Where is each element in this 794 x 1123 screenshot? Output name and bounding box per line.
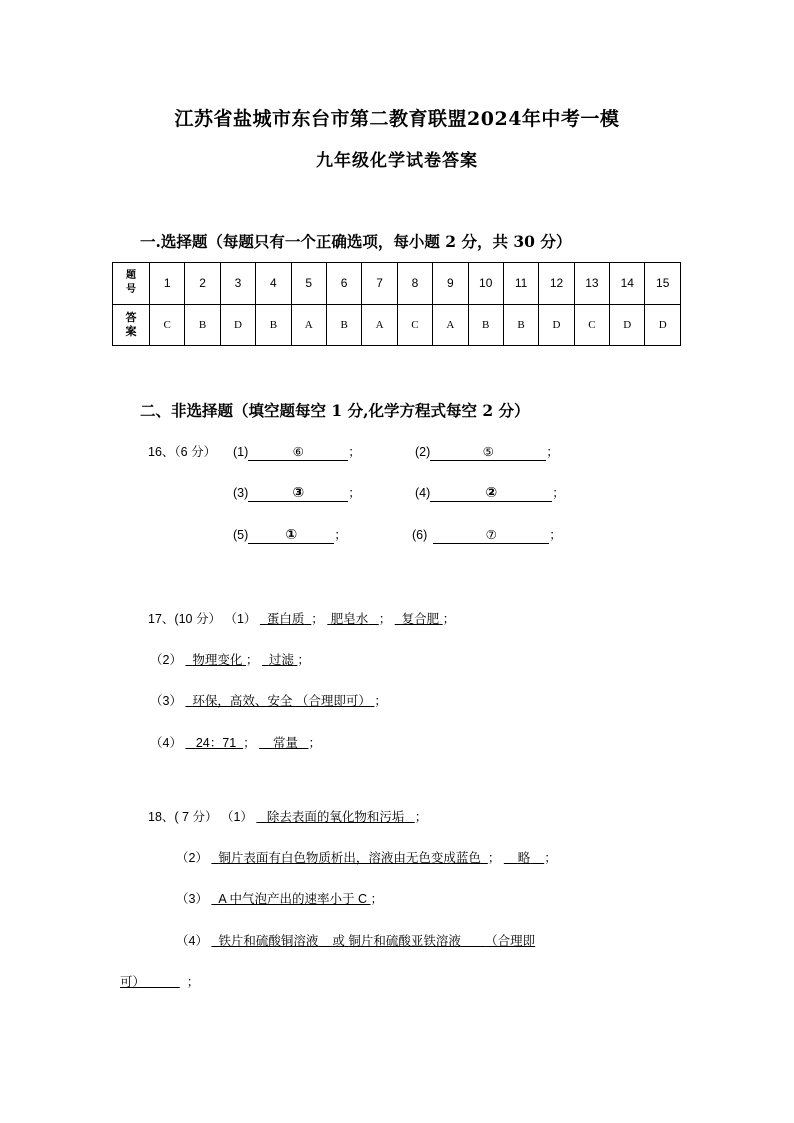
section1-heading: 一.选择题（每题只有一个正确选项，每小题 2 分，共 30 分） <box>140 232 572 251</box>
q17-answer-1a: 蛋白质 <box>266 612 305 626</box>
question-number: 6 <box>326 263 361 305</box>
question-number: 11 <box>503 263 538 305</box>
question-number: 9 <box>433 263 468 305</box>
answer-cell: D <box>645 304 681 346</box>
table-row-answers <box>113 304 681 346</box>
answer-cell: C <box>574 304 609 346</box>
question-number: 15 <box>645 263 681 305</box>
answer-cell: B <box>256 304 291 346</box>
q17-part-1: 17、(10 分） （1） 蛋白质 ； 肥皂水 ； 复合肥 ； <box>148 612 456 626</box>
answer-cell: D <box>539 304 574 346</box>
answer-cell: B <box>503 304 538 346</box>
question-number: 8 <box>397 263 432 305</box>
answer-cell: B <box>326 304 361 346</box>
q17-answer-1c: 复合肥 <box>401 612 440 626</box>
q16-answer-5: ① <box>285 527 298 543</box>
answer-cell: B <box>468 304 503 346</box>
q18-part-3: （3） A 中气泡产出的速率小于 C ； <box>176 892 384 906</box>
answer-cell: C <box>397 304 432 346</box>
q18-answer-2b: 略 <box>517 851 531 865</box>
answer-cell: D <box>220 304 255 346</box>
q17-part-3: （3） 环保，高效、安全 （合理即可） ； <box>150 694 387 708</box>
answer-cell: A <box>362 304 397 346</box>
q16-answer-6: ⑦ <box>485 527 497 542</box>
question-number: 10 <box>468 263 503 305</box>
q17-answer-3a: 环保，高效、安全 （合理即可） <box>192 694 371 708</box>
q16-item-4: (4) ② ； <box>415 485 565 501</box>
q18-answer-2a: 铜片表面有白色物质析出，溶液由无色变成蓝色 <box>218 851 481 865</box>
q16-item-1: (1) ⑥ ； <box>233 444 361 459</box>
q16-item-2: (2) ⑤ ； <box>415 444 559 459</box>
answer-table <box>112 262 681 346</box>
row-header-number: 题 号 <box>113 263 150 305</box>
answer-cell: B <box>185 304 220 346</box>
question-number: 5 <box>291 263 326 305</box>
question-number: 13 <box>574 263 609 305</box>
q17-part-4: （4） 24：71 ； 常量 ； <box>150 736 321 750</box>
question-number: 4 <box>256 263 291 305</box>
question-number: 14 <box>610 263 645 305</box>
q17-answer-2a: 物理变化 <box>192 653 243 667</box>
question-number: 1 <box>150 263 185 305</box>
page-title: 江苏省盐城市东台市第二教育联盟2024年中考一模 <box>174 108 620 130</box>
section2-heading: 二、非选择题（填空题每空 1 分,化学方程式每空 2 分） <box>140 401 530 420</box>
q16-answer-3: ③ <box>292 485 305 501</box>
q18-label: 18、( 7 分） <box>148 810 218 824</box>
question-number: 12 <box>539 263 574 305</box>
table-row-numbers <box>113 263 681 305</box>
q17-answer-4b: 常量 <box>273 736 299 750</box>
page-subtitle: 九年级化学试卷答案 <box>316 151 478 171</box>
q16-item-3: (3) ③ ； <box>233 485 361 501</box>
row-header-answer: 答 案 <box>113 304 150 346</box>
q18-answer-4: 铁片和硫酸铜溶液 或 铜片和硫酸亚铁溶液 （合理即 <box>218 934 536 948</box>
q16-label: 16、（6 分） <box>148 445 217 459</box>
q16-answer-2: ⑤ <box>482 444 494 459</box>
q18-part-4-cont: 可） ； <box>120 975 200 989</box>
q18-answer-4-cont: 可） <box>120 975 146 989</box>
q16-item-5: (5) ① ； <box>233 527 347 543</box>
q18-part-4: （4） 铁片和硫酸铜溶液 或 铜片和硫酸亚铁溶液 （合理即 <box>176 934 536 948</box>
q17-part-2: （2） 物理变化 ； 过滤 ； <box>150 653 310 667</box>
question-number: 7 <box>362 263 397 305</box>
answer-cell: D <box>610 304 645 346</box>
q16-answer-4: ② <box>485 485 498 501</box>
question-number: 3 <box>220 263 255 305</box>
q18-answer-3: A 中气泡产出的速率小于 C <box>218 892 368 906</box>
q17-answer-2b: 过滤 <box>268 653 294 667</box>
q18-part-1: 18、( 7 分） （1） 除去表面的氧化物和污垢 ； <box>148 810 428 824</box>
q16-item-6: (6) ⑦ ； <box>412 527 562 542</box>
q16-answer-1: ⑥ <box>292 444 304 459</box>
answer-cell: A <box>291 304 326 346</box>
q18-answer-1: 除去表面的氧化物和污垢 <box>266 810 405 824</box>
answer-cell: A <box>433 304 468 346</box>
question-number: 2 <box>185 263 220 305</box>
q18-part-2: （2） 铜片表面有白色物质析出，溶液由无色变成蓝色 ； 略 ； <box>176 851 557 865</box>
q17-label: 17、(10 分） <box>148 612 221 626</box>
q17-answer-4a: 24：71 <box>195 736 237 750</box>
q17-answer-1b: 肥皂水 <box>330 612 369 626</box>
answer-cell: C <box>150 304 185 346</box>
